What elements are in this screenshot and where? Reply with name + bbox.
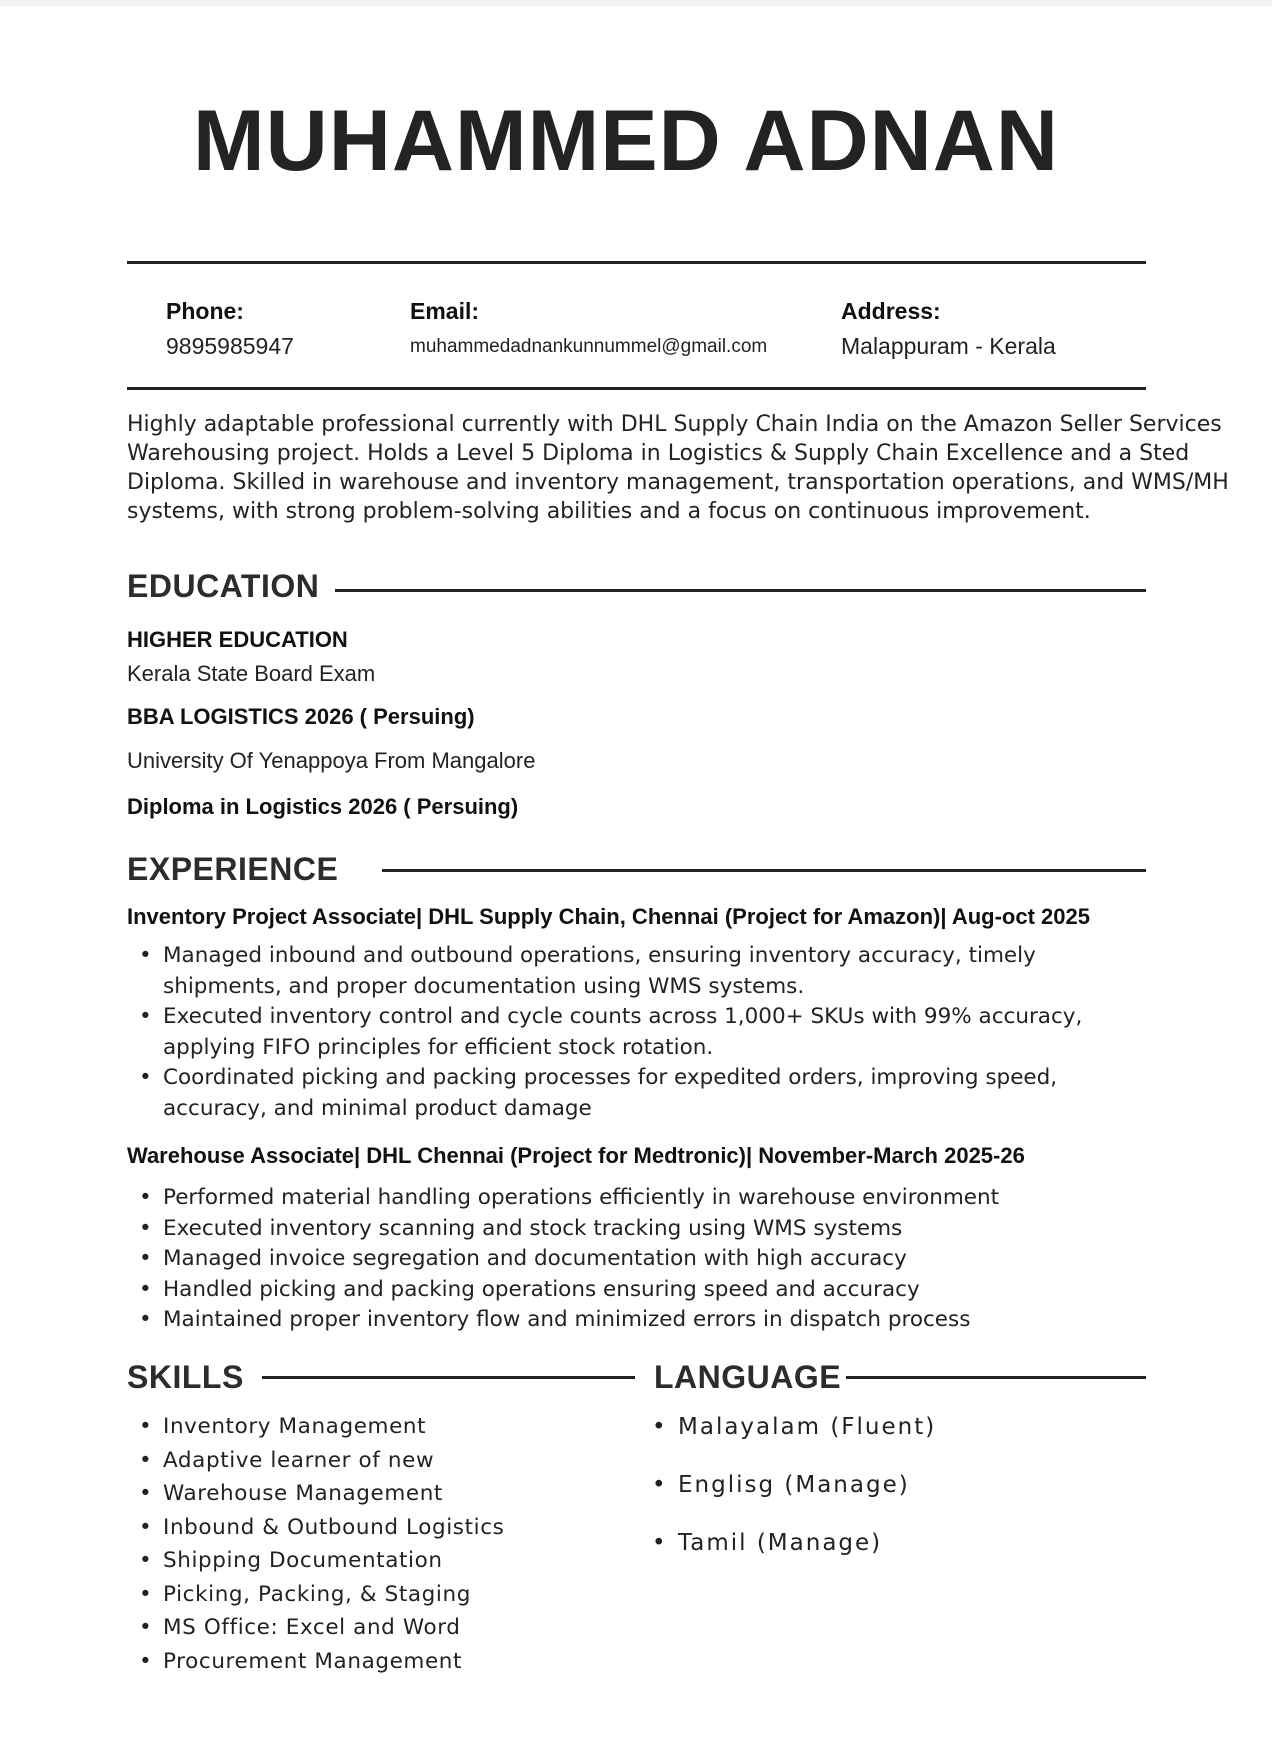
job-heading-2: Warehouse Associate| DHL Chennai (Project for Medtronic)| November-March 2025-26 xyxy=(127,1143,1025,1168)
list-item: • Tamil (Manage) xyxy=(650,1529,1130,1558)
phone-value: 9895985947 xyxy=(166,333,294,359)
contact-top-rule xyxy=(127,261,1146,264)
education-rule xyxy=(335,589,1146,592)
experience-title: EXPERIENCE xyxy=(127,851,339,887)
address-label: Address: xyxy=(841,298,941,324)
language-list xyxy=(650,1413,1130,1587)
candidate-name: MUHAMMED ADNAN xyxy=(193,93,1059,189)
education-title: EDUCATION xyxy=(127,568,320,604)
list-item: • Managed invoice segregation and documentation with high accuracy xyxy=(127,1244,1247,1275)
education-detail-2: University Of Yenappoya From Mangalore xyxy=(127,748,536,773)
list-item: • MS Office: Excel and Word xyxy=(127,1611,647,1645)
education-heading-1: HIGHER EDUCATION xyxy=(127,627,348,652)
list-item: • Englisg (Manage) xyxy=(650,1471,1130,1500)
language-title: LANGUAGE xyxy=(654,1359,842,1395)
list-item: • Shipping Documentation xyxy=(127,1544,647,1578)
skills-list xyxy=(127,1410,647,1678)
education-detail-1: Kerala State Board Exam xyxy=(127,661,376,686)
job-bullets-2 xyxy=(127,1183,1247,1336)
list-item: • Executed inventory scanning and stock tracking using WMS systems xyxy=(127,1214,1247,1245)
skills-title: SKILLS xyxy=(127,1359,244,1395)
education-heading-3: Diploma in Logistics 2026 ( Persuing) xyxy=(127,794,519,819)
language-rule xyxy=(846,1376,1146,1379)
list-item: • Handled picking and packing operations ensuring speed and accuracy xyxy=(127,1275,1247,1306)
phone-label: Phone: xyxy=(166,298,244,324)
list-item: • Malayalam (Fluent) xyxy=(650,1413,1130,1442)
list-item: • Managed inbound and outbound operations, ensuring inventory accuracy, timely shipments, and proper documentation using WMS systems. xyxy=(127,941,1147,1002)
list-item: • Warehouse Management xyxy=(127,1477,647,1511)
list-item: • Inventory Management xyxy=(127,1410,647,1444)
address-value: Malappuram - Kerala xyxy=(841,333,1056,359)
profile-summary: Highly adaptable professional currently with DHL Supply Chain India on the Amazon Seller Services Warehousing project. Holds a Level 5 Diploma in Logistics & Supply Chain Excellence and a Sted Diploma. Skilled in warehouse and inventory management, transportation operations, and WMS/MH systems, with strong problem-solving abilities and a focus on continuous improvement. xyxy=(127,412,1229,524)
list-item: • Maintained proper inventory flow and minimized errors in dispatch process xyxy=(127,1305,1247,1336)
job-heading-1: Inventory Project Associate| DHL Supply Chain, Chennai (Project for Amazon)| Aug-oct 2025 xyxy=(127,904,1090,929)
skills-rule xyxy=(262,1376,635,1379)
experience-rule xyxy=(382,869,1146,872)
list-item: • Executed inventory control and cycle counts across 1,000+ SKUs with 99% accuracy, applying FIFO principles for efficient stock rotation. xyxy=(127,1002,1147,1063)
list-item: • Picking, Packing, & Staging xyxy=(127,1578,647,1612)
list-item: • Inbound & Outbound Logistics xyxy=(127,1511,647,1545)
list-item: • Performed material handling operations efficiently in warehouse environment xyxy=(127,1183,1247,1214)
education-heading-2: BBA LOGISTICS 2026 ( Persuing) xyxy=(127,704,475,729)
contact-bottom-rule xyxy=(127,387,1146,390)
list-item: • Coordinated picking and packing processes for expedited orders, improving speed, accuracy, and minimal product damage xyxy=(127,1063,1147,1124)
email-label: Email: xyxy=(410,298,480,324)
email-value: muhammedadnankunnummel@gmail.com xyxy=(410,336,768,357)
list-item: • Procurement Management xyxy=(127,1645,647,1679)
top-strip xyxy=(0,0,1272,6)
list-item: • Adaptive learner of new xyxy=(127,1444,647,1478)
job-bullets-1 xyxy=(127,941,1147,1124)
